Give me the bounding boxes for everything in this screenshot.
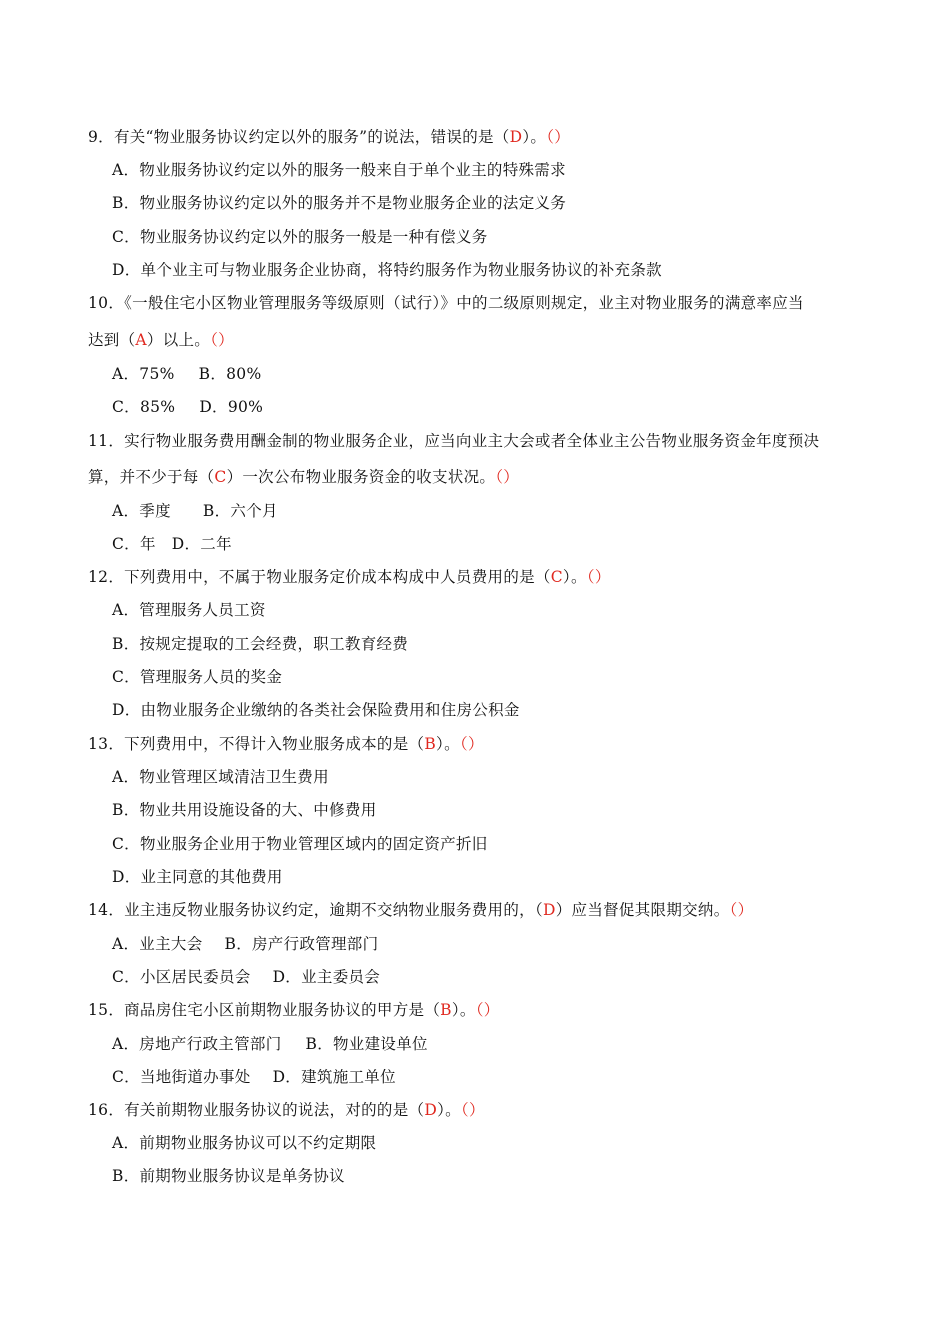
- option-d: D．业主委员会: [272, 968, 381, 986]
- option-line: B．物业服务协议约定以外的服务并不是物业服务企业的法定义务: [112, 194, 567, 212]
- option-line: [112, 533, 232, 555]
- answer-blank: （）: [546, 128, 571, 146]
- question-text: 达到（: [88, 331, 136, 349]
- option-line: B．物业共用设施设备的大、中修费用: [112, 801, 377, 819]
- question-text: 15．商品房住宅小区前期物业服务协议的甲方是（: [88, 1001, 441, 1019]
- option-b: B．六个月: [202, 502, 278, 520]
- option-b: B．物业建设单位: [305, 1035, 428, 1053]
- question-text: 14．业主违反物业服务协议约定，逾期不交纳物业服务费用的，（: [88, 901, 543, 919]
- answer-blank: （）: [460, 1101, 485, 1119]
- answer-letter: D: [542, 901, 556, 919]
- answer-letter: D: [509, 128, 523, 146]
- option-a: A．75%: [112, 365, 175, 383]
- question-9: [88, 126, 570, 148]
- question-text: ）。: [451, 1001, 476, 1019]
- option-line: A．管理服务人员工资: [112, 601, 266, 619]
- option-line: [112, 396, 263, 418]
- option-a: A．业主大会: [112, 935, 203, 953]
- answer-blank: （）: [459, 735, 484, 753]
- question-14: [88, 899, 753, 921]
- option-line: D．单个业主可与物业服务企业协商，将特约服务作为物业服务协议的补充条款: [112, 261, 662, 279]
- answer-blank: （）: [495, 468, 520, 486]
- option-c: C．85%: [112, 398, 176, 416]
- question-text: ）。: [522, 128, 547, 146]
- question-text: ）。: [437, 1101, 461, 1119]
- option-d: D．建筑施工单位: [272, 1068, 396, 1086]
- question-13: [88, 733, 484, 755]
- question-text: ）以上。: [146, 331, 211, 349]
- question-10-continued: [88, 329, 234, 351]
- question-12: [88, 566, 611, 588]
- option-line: A．物业服务协议约定以外的服务一般来自于单个业主的特殊需求: [112, 161, 566, 179]
- option-line: A．物业管理区域清洁卫生费用: [112, 768, 329, 786]
- option-line: [112, 363, 262, 385]
- question-10: 10．《一般住宅小区物业管理服务等级原则（试行）》中的二级原则规定，业主对物业服务的满意率应当: [88, 294, 804, 312]
- answer-letter: B: [440, 1001, 452, 1019]
- answer-blank: （）: [475, 1001, 500, 1019]
- question-text: ）。: [562, 568, 587, 586]
- option-line: C．物业服务企业用于物业管理区域内的固定资产折旧: [112, 835, 488, 853]
- answer-letter: B: [424, 735, 437, 753]
- option-a: A．季度: [112, 502, 171, 520]
- option-a: A．房地产行政主管部门: [112, 1035, 282, 1053]
- option-line: [112, 966, 380, 988]
- option-line: B．前期物业服务协议是单务协议: [112, 1167, 345, 1185]
- question-text: 算，并不少于每（: [88, 468, 215, 486]
- answer-letter: C: [550, 568, 563, 586]
- question-text: 9．有关“物业服务协议约定以外的服务”的说法，错误的是（: [88, 128, 510, 146]
- option-d: D．二年: [171, 535, 232, 553]
- question-15: [88, 999, 500, 1021]
- question-text: ）一次公布物业服务资金的收支状况。: [226, 468, 496, 486]
- option-d: D．90%: [199, 398, 264, 416]
- question-text: 13．下列费用中，不得计入物业服务成本的是（: [88, 735, 425, 753]
- option-line: C．物业服务协议约定以外的服务一般是一种有偿义务: [112, 228, 488, 246]
- option-line: C．管理服务人员的奖金: [112, 668, 283, 686]
- option-c: C．当地街道办事处: [112, 1068, 251, 1086]
- answer-blank: （）: [210, 331, 234, 349]
- question-16: [88, 1099, 485, 1121]
- option-line: D．业主同意的其他费用: [112, 868, 283, 886]
- option-line: D．由物业服务企业缴纳的各类社会保险费用和住房公积金: [112, 701, 520, 719]
- question-text: 16．有关前期物业服务协议的说法，对的的是（: [88, 1101, 425, 1119]
- option-c: C．小区居民委员会: [112, 968, 251, 986]
- question-text: ）应当督促其限期交纳。: [555, 901, 730, 919]
- answer-blank: （）: [586, 568, 611, 586]
- question-text: 12．下列费用中，不属于物业服务定价成本构成中人员费用的是（: [88, 568, 551, 586]
- option-line: B．按规定提取的工会经费，职工教育经费: [112, 635, 409, 653]
- option-line: [112, 1033, 428, 1055]
- question-11-continued: [88, 466, 519, 488]
- option-line: A．前期物业服务协议可以不约定期限: [112, 1134, 377, 1152]
- question-11: 11．实行物业服务费用酬金制的物业服务企业，应当向业主大会或者全体业主公告物业服务资金年度预决: [88, 432, 820, 450]
- option-line: [112, 933, 378, 955]
- question-text: ）。: [436, 735, 460, 753]
- option-line: [112, 500, 278, 522]
- option-c: C．年: [112, 535, 156, 553]
- answer-letter: C: [214, 468, 227, 486]
- answer-blank: （）: [729, 901, 754, 919]
- option-b: B．房产行政管理部门: [224, 935, 379, 953]
- option-b: B．80%: [198, 365, 262, 383]
- answer-letter: D: [424, 1101, 438, 1119]
- answer-letter: A: [135, 331, 147, 349]
- option-line: [112, 1066, 396, 1088]
